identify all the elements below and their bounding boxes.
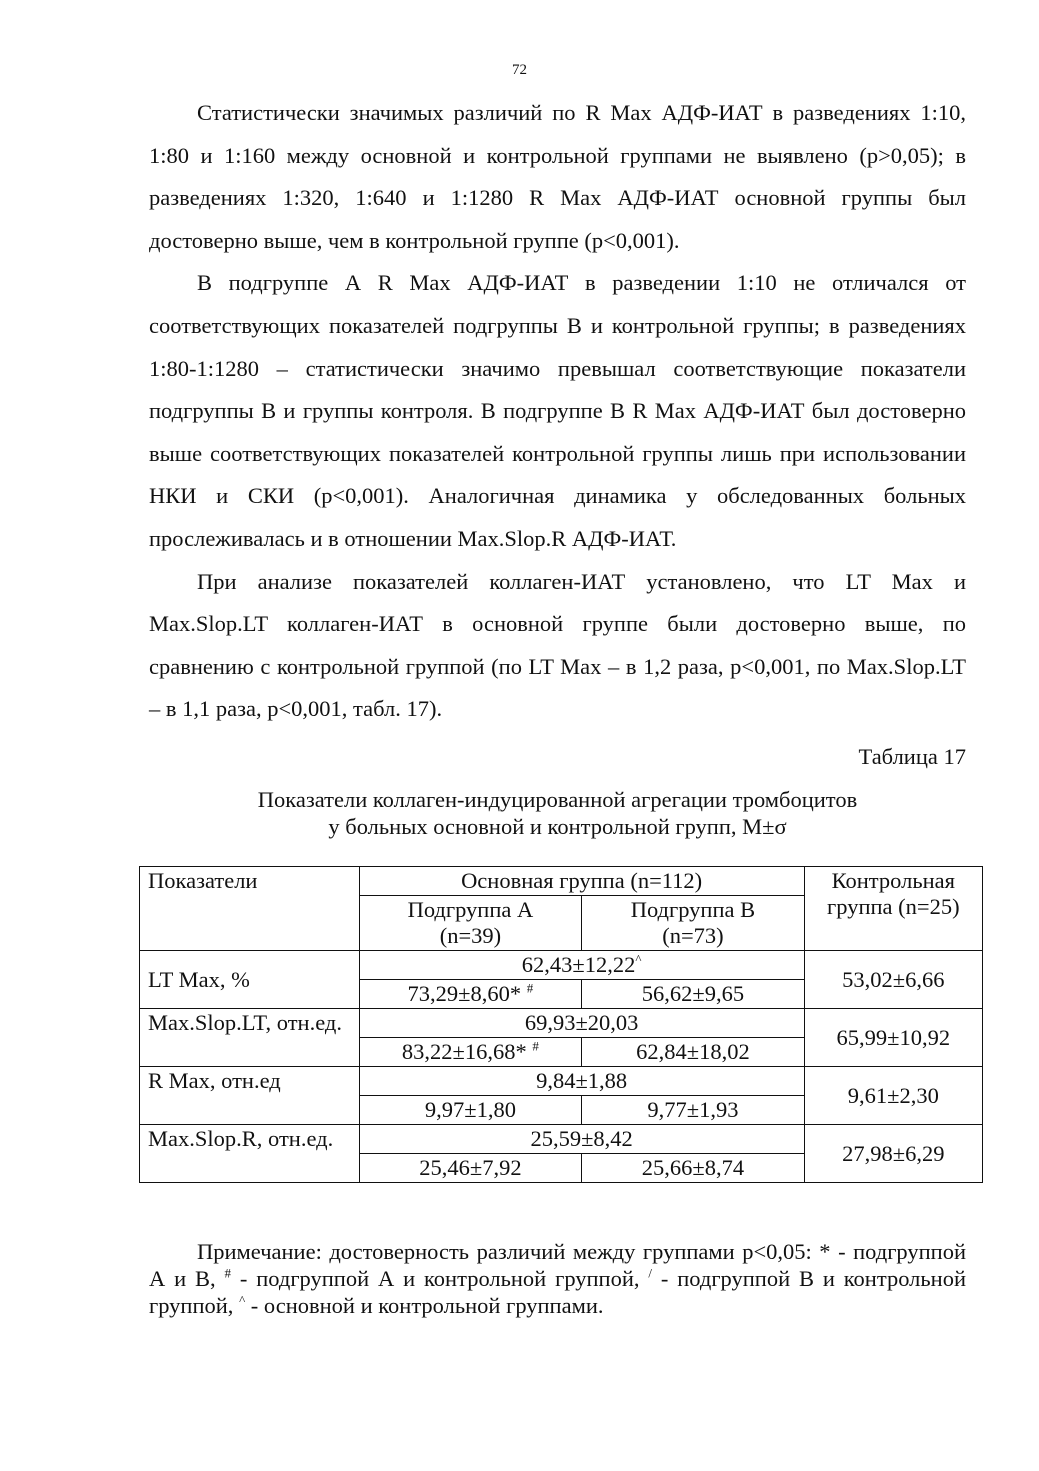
note-mark-hash: #: [224, 1265, 232, 1281]
header-subgroup-a-n: (n=39): [439, 923, 502, 948]
main-group-value: 25,59±8,42: [359, 1125, 804, 1154]
table-title-line-1: Показатели коллаген-индуцированной агрегации тромбоцитов: [257, 787, 858, 812]
main-group-value: 62,43±12,22^: [359, 951, 804, 980]
row-label: Max.Slop.R, отн.ед.: [140, 1125, 360, 1183]
paragraph-3: При анализе показателей коллаген-ИАТ установлено, что LT Max и Max.Slop.LT коллаген-ИАТ в основной группе были достоверно выше, по сравнению с контрольной группой (по LT Max – в 1,2 раза, р<0,001, по Max.Slop.LT – в 1,1 раза, р<0,001, табл. 17).: [149, 568, 966, 722]
subgroup-b-value: 25,66±8,74: [582, 1154, 804, 1183]
paragraph-1: Статистически значимых различий по R Max АДФ-ИАТ в разведениях 1:10, 1:80 и 1:160 между основной и контрольной группами не выявлено (р>0,05); в разведениях 1:320, 1:640 и 1:1280 R Max АДФ-ИАТ основной группы был достоверно выше, чем в контрольной группе (р<0,001).: [149, 100, 966, 253]
subgroup-a-value: 83,22±16,68* #: [359, 1038, 582, 1067]
note-mark-slash: /: [648, 1265, 653, 1281]
subgroup-a-value: 9,97±1,80: [359, 1096, 582, 1125]
significance-mark: ^: [635, 951, 642, 967]
control-group-value: 53,02±6,66: [804, 951, 982, 1009]
control-group-value: 9,61±2,30: [804, 1067, 982, 1125]
significance-mark: #: [526, 980, 534, 996]
control-group-value: 27,98±6,29: [804, 1125, 982, 1183]
page-number: 72: [512, 62, 527, 78]
table-row: [140, 1009, 983, 1038]
subgroup-b-value: 62,84±18,02: [582, 1038, 804, 1067]
header-subgroup-b-n: (n=73): [662, 923, 724, 948]
table-header-row-1: [140, 867, 983, 896]
main-group-value: 69,93±20,03: [359, 1009, 804, 1038]
header-subgroup-a-label: Подгруппа А: [407, 897, 534, 922]
control-group-value: 65,99±10,92: [804, 1009, 982, 1067]
row-label: LT Max, %: [140, 951, 360, 1009]
table-row: [140, 1125, 983, 1154]
table-title: [149, 786, 966, 840]
header-subgroup-b-label: Подгруппа В: [630, 897, 756, 922]
subgroup-a-value: 25,46±7,92: [359, 1154, 582, 1183]
data-table: [139, 866, 983, 1183]
body-text: [149, 92, 966, 731]
subgroup-b-value: 9,77±1,93: [582, 1096, 804, 1125]
subgroup-a-value: 73,29±8,60* #: [359, 980, 582, 1009]
row-label: R Max, отн.ед: [140, 1067, 360, 1125]
header-subgroup-a: [359, 896, 582, 951]
subgroup-b-value: 56,62±9,65: [582, 980, 804, 1009]
table-label: Таблица 17: [858, 744, 966, 769]
main-group-value: 9,84±1,88: [359, 1067, 804, 1096]
table-row: [140, 1067, 983, 1096]
note-mark-caret: ^: [239, 1292, 246, 1308]
header-main-group: Основная группа (n=112): [359, 867, 804, 896]
significance-mark: #: [532, 1038, 539, 1054]
row-label: Max.Slop.LT, отн.ед.: [140, 1009, 360, 1067]
header-indicators: Показатели: [140, 867, 360, 951]
header-control-group: Контрольная группа (n=25): [804, 867, 982, 951]
header-subgroup-b: [582, 896, 804, 951]
paragraph-2: В подгруппе А R Max АДФ-ИАТ в разведении 1:10 не отличался от соответствующих показателей подгруппы В и контрольной группы; в разведениях 1:80-1:1280 – статистически значимо превышал соответствующие показатели подгруппы В и группы контроля. В подгруппе В R Max АДФ-ИАТ был достоверно выше соответствующих показателей контрольной группы лишь при использовании НКИ и СКИ (р<0,001). Аналогичная динамика у обследованных больных прослеживалась и в отношении Max.Slop.R АДФ-ИАТ.: [149, 270, 966, 551]
table-row: [140, 951, 983, 980]
table-title-line-2: у больных основной и контрольной групп, M±σ: [328, 814, 787, 839]
table-note: Примечание: достоверность различий между группами р<0,05: * - подгруппой А и В, # - подгруппой А и контрольной группой, / - подгруппой В и контрольной группой, ^ - основной и контрольной группами.: [149, 1239, 966, 1318]
